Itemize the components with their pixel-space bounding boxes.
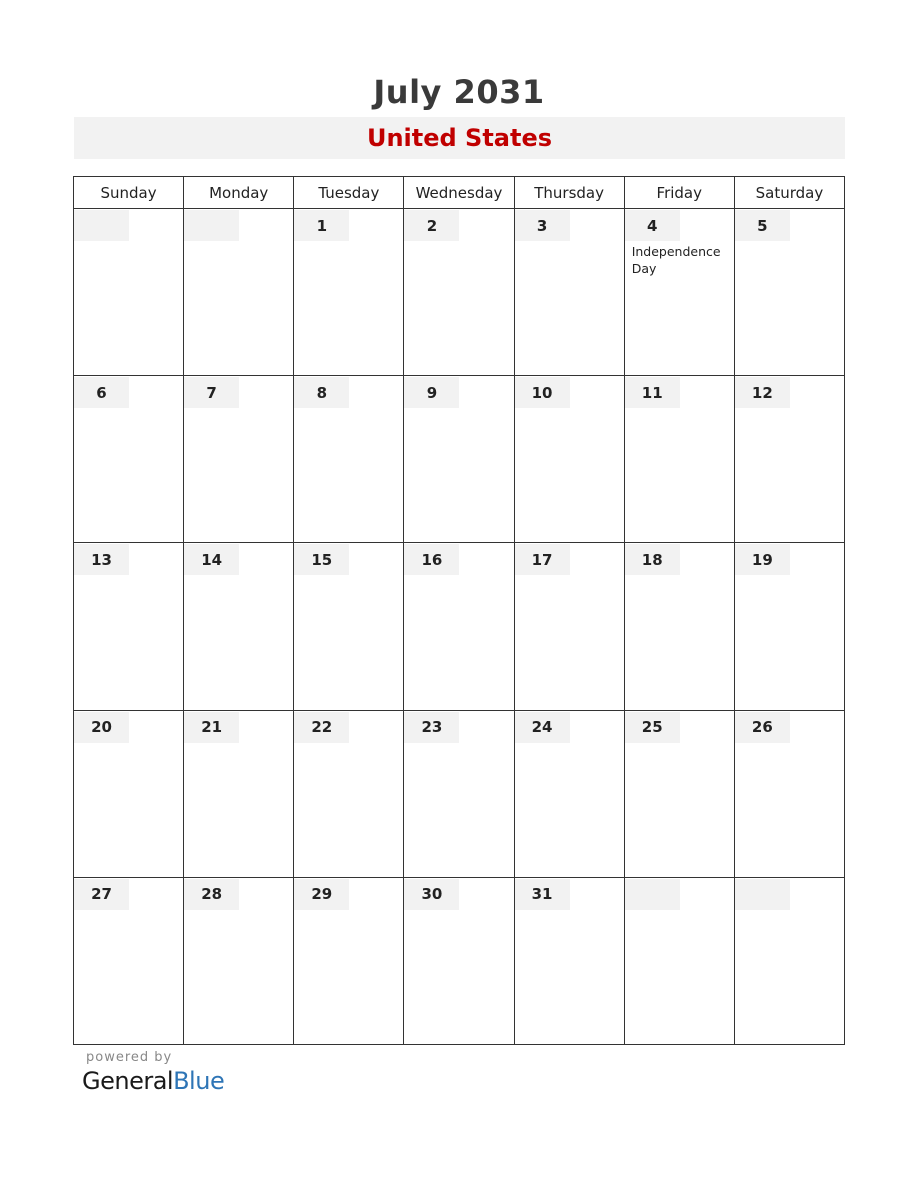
weekday-wednesday: Wednesday: [404, 177, 514, 209]
holiday-label: Independence Day: [631, 244, 721, 276]
day-cell: [624, 877, 734, 1044]
day-number: 27: [74, 879, 129, 910]
day-cell: [734, 209, 844, 376]
brand-general-text: General: [82, 1067, 174, 1095]
day-cell: [514, 710, 624, 877]
day-number: [625, 879, 680, 910]
day-cell: [404, 209, 514, 376]
day-cell: [184, 710, 294, 877]
day-cell: [184, 376, 294, 543]
day-cell: [404, 710, 514, 877]
day-cell: [624, 209, 734, 376]
day-cell: [184, 209, 294, 376]
day-number: 8: [294, 377, 349, 408]
day-number: 30: [404, 879, 459, 910]
day-cell: [74, 376, 184, 543]
day-cell: [74, 710, 184, 877]
day-number: 18: [625, 544, 680, 575]
day-number: 25: [625, 712, 680, 743]
day-number: 26: [735, 712, 790, 743]
day-number: 24: [515, 712, 570, 743]
day-number: 31: [515, 879, 570, 910]
day-number: 17: [515, 544, 570, 575]
day-cell: [404, 376, 514, 543]
weekday-sunday: Sunday: [74, 177, 184, 209]
day-number: 21: [184, 712, 239, 743]
day-number: 1: [294, 210, 349, 241]
day-number: [184, 210, 239, 241]
day-number: 22: [294, 712, 349, 743]
day-cell: [514, 877, 624, 1044]
day-cell: [624, 543, 734, 710]
day-cell: [514, 376, 624, 543]
day-number: 3: [515, 210, 570, 241]
day-cell: [294, 543, 404, 710]
day-cell: [294, 376, 404, 543]
day-cell: [734, 877, 844, 1044]
day-number: 20: [74, 712, 129, 743]
footer: [82, 1050, 224, 1095]
day-number: [735, 879, 790, 910]
day-cell: [514, 543, 624, 710]
day-cell: [184, 543, 294, 710]
weekday-saturday: Saturday: [734, 177, 844, 209]
day-cell: [624, 376, 734, 543]
day-number: 13: [74, 544, 129, 575]
day-number: 14: [184, 544, 239, 575]
weekday-thursday: Thursday: [514, 177, 624, 209]
day-number: 9: [404, 377, 459, 408]
day-number: 16: [404, 544, 459, 575]
generalblue-logo[interactable]: [82, 1067, 224, 1095]
week-row: [74, 710, 845, 877]
day-number: 28: [184, 879, 239, 910]
day-cell: [734, 543, 844, 710]
week-row: [74, 543, 845, 710]
day-cell: [74, 877, 184, 1044]
day-number: 5: [735, 210, 790, 241]
day-number: [74, 210, 129, 241]
page-title: July 2031: [373, 73, 545, 111]
week-row: [74, 376, 845, 543]
weekday-friday: Friday: [624, 177, 734, 209]
day-number: 15: [294, 544, 349, 575]
day-cell: [734, 710, 844, 877]
day-number: 7: [184, 377, 239, 408]
day-cell: [294, 710, 404, 877]
day-cell: [74, 543, 184, 710]
brand-blue-text: Blue: [173, 1067, 225, 1095]
weekday-header-row: [74, 177, 845, 209]
day-cell: [734, 376, 844, 543]
day-cell: [404, 877, 514, 1044]
day-number: 11: [625, 377, 680, 408]
calendar-grid: [73, 176, 845, 1045]
day-number: 23: [404, 712, 459, 743]
day-cell: [74, 209, 184, 376]
country-banner: [74, 117, 845, 159]
week-row: [74, 209, 845, 376]
day-cell: [624, 710, 734, 877]
day-number: 4: [625, 210, 680, 241]
day-number: 6: [74, 377, 129, 408]
day-number: 2: [404, 210, 459, 241]
day-cell: [514, 209, 624, 376]
weekday-tuesday: Tuesday: [294, 177, 404, 209]
day-number: 10: [515, 377, 570, 408]
powered-by-label: powered by: [86, 1050, 173, 1065]
day-number: 12: [735, 377, 790, 408]
week-row: [74, 877, 845, 1044]
day-cell: [404, 543, 514, 710]
day-number: 29: [294, 879, 349, 910]
country-name: United States: [366, 124, 553, 152]
weekday-monday: Monday: [184, 177, 294, 209]
day-cell: [294, 209, 404, 376]
day-cell: [294, 877, 404, 1044]
day-cell: [184, 877, 294, 1044]
day-number: 19: [735, 544, 790, 575]
